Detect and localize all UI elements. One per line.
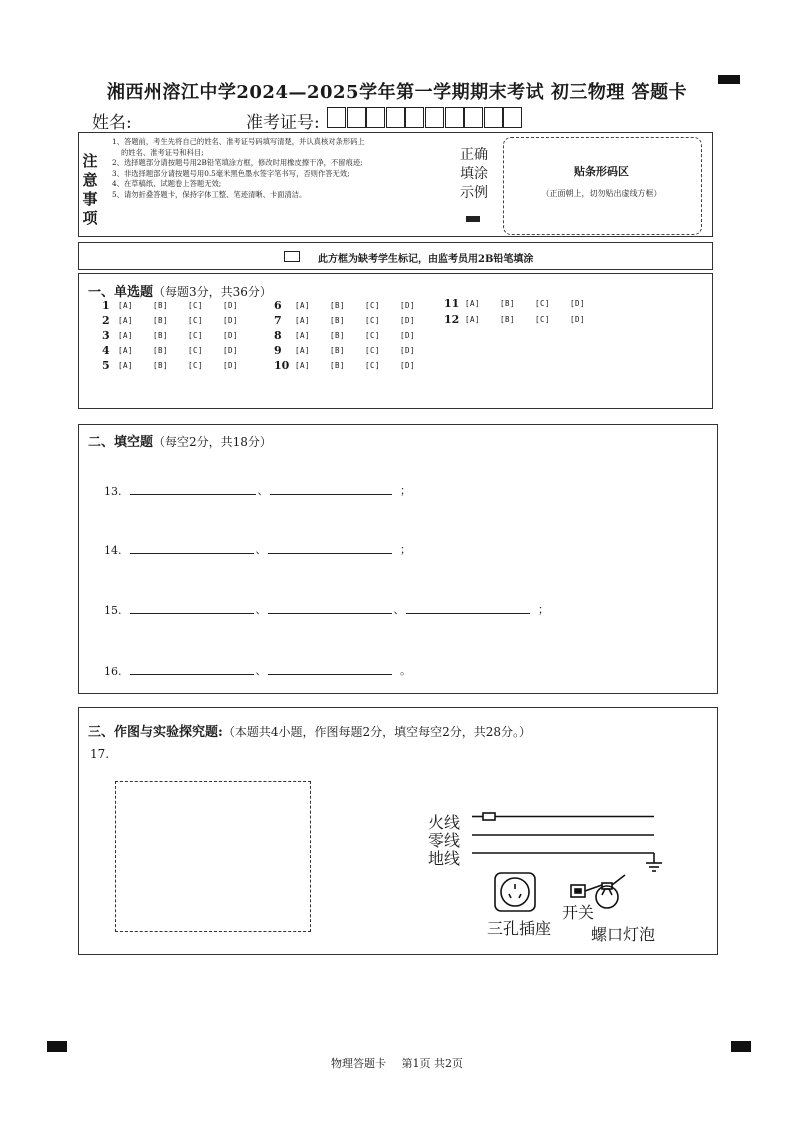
- fill-question-end: 。: [400, 664, 411, 677]
- notice-item: 5、请勿折叠答题卡，保持字体工整、笔迹清晰、卡面清洁。: [112, 189, 307, 199]
- mc-question-number: 3: [102, 328, 110, 342]
- mc-option-bubble[interactable]: [C]: [365, 330, 381, 340]
- section1-title: 一、单选题（每题3分，共36分）: [88, 285, 272, 300]
- mc-option-bubble[interactable]: [D]: [223, 345, 239, 355]
- exam-number-digit-box[interactable]: [445, 107, 464, 128]
- mc-question-number: 5: [102, 358, 110, 372]
- footer-page: 第1页 共2页: [401, 1057, 463, 1070]
- mc-option-bubble[interactable]: [C]: [365, 315, 381, 325]
- fill-question-end: ；: [400, 484, 411, 497]
- mc-question-number: 10: [274, 358, 290, 372]
- ground-symbol-icon: [646, 853, 662, 871]
- answer-blank[interactable]: [270, 493, 392, 495]
- mc-question-number: 7: [274, 313, 282, 327]
- mc-question-row: [444, 296, 605, 310]
- mc-question-number: 12: [444, 312, 460, 326]
- mc-option-bubble[interactable]: [B]: [153, 345, 169, 355]
- correct-fill-example-mark: [466, 216, 480, 222]
- mc-question-number: 8: [274, 328, 282, 342]
- mc-question-row: [444, 312, 605, 326]
- mc-option-bubble[interactable]: [D]: [400, 330, 416, 340]
- mc-question-number: 11: [444, 296, 460, 310]
- bulb-label: 螺口灯泡: [591, 925, 656, 944]
- mc-option-bubble[interactable]: [D]: [223, 360, 239, 370]
- answer-blank[interactable]: [268, 612, 392, 614]
- mc-option-bubble[interactable]: [C]: [365, 345, 381, 355]
- mc-option-bubble[interactable]: [A]: [295, 360, 311, 370]
- mc-option-bubble[interactable]: [A]: [118, 330, 134, 340]
- exam-number-label: 准考证号:: [246, 113, 320, 133]
- screw-bulb-icon: [585, 875, 625, 908]
- mc-option-bubble[interactable]: [A]: [118, 315, 134, 325]
- mc-question-row: [102, 358, 258, 372]
- answer-blank[interactable]: [268, 552, 392, 554]
- exam-number-digit-box[interactable]: [347, 107, 366, 128]
- mc-option-bubble[interactable]: [C]: [188, 345, 204, 355]
- mc-question-row: [274, 313, 435, 327]
- notice-list: [112, 137, 452, 201]
- barcode-title: 贴条形码区: [574, 165, 629, 178]
- exam-number-digit-box[interactable]: [464, 107, 483, 128]
- exam-number-digit-box[interactable]: [484, 107, 503, 128]
- notice-item: 的姓名、准考证号和科目;: [121, 147, 204, 157]
- mc-question-row: [274, 343, 435, 357]
- fill-question-end: ；: [400, 543, 411, 556]
- mc-option-bubble[interactable]: [B]: [330, 345, 346, 355]
- mc-option-bubble[interactable]: [C]: [188, 360, 204, 370]
- blank-separator: 、: [255, 603, 267, 616]
- answer-blank[interactable]: [130, 493, 256, 495]
- exam-number-digit-box[interactable]: [386, 107, 405, 128]
- mc-option-bubble[interactable]: [C]: [188, 300, 204, 310]
- socket-label: 三孔插座: [487, 919, 552, 938]
- name-line[interactable]: [138, 116, 230, 133]
- exam-number-boxes[interactable]: [327, 107, 523, 128]
- answer-blank[interactable]: [130, 552, 254, 554]
- mc-option-bubble[interactable]: [B]: [500, 298, 516, 308]
- mc-question-row: [274, 298, 435, 312]
- mc-option-bubble[interactable]: [B]: [153, 330, 169, 340]
- barcode-area: [503, 137, 702, 235]
- exam-number-digit-box[interactable]: [503, 107, 522, 128]
- mc-question-row: [274, 328, 435, 342]
- mc-option-bubble[interactable]: [B]: [500, 314, 516, 324]
- section3-title: 三、作图与实验探究题:（本题共4小题，作图每题2分，填空每空2分，共28分。）: [88, 725, 531, 740]
- drawing-answer-box[interactable]: [115, 781, 311, 932]
- notice-item: 1、答题前，考生先将自己的姓名、准考证号码填写清楚，并认真核对条形码上: [112, 137, 365, 146]
- absent-checkbox[interactable]: [284, 251, 300, 262]
- mc-question-row: [102, 328, 258, 342]
- live-wire-label: 火线: [428, 813, 461, 832]
- notice-title: 注 意 事 项: [82, 152, 98, 227]
- mc-option-bubble[interactable]: [C]: [535, 314, 551, 324]
- mc-option-bubble[interactable]: [C]: [188, 330, 204, 340]
- mc-option-bubble[interactable]: [B]: [153, 300, 169, 310]
- fill-question-number: 16.: [104, 665, 122, 678]
- absent-instruction: 此方框为缺考学生标记，由监考员用2B铅笔填涂: [318, 254, 534, 265]
- three-hole-socket-icon: [495, 873, 535, 911]
- fill-question-end: ；: [538, 603, 549, 616]
- notice-item: 3、非选择题部分请按题号用0.5毫米黑色墨水签字笔书写，否则作答无效;: [112, 168, 350, 178]
- mc-option-bubble[interactable]: [A]: [295, 315, 311, 325]
- fill-question-row: [104, 541, 411, 557]
- mc-option-bubble[interactable]: [A]: [118, 300, 134, 310]
- fill-question-number: 14.: [104, 544, 122, 557]
- mc-option-bubble[interactable]: [A]: [465, 314, 481, 324]
- household-circuit-diagram: [460, 805, 670, 925]
- mc-option-bubble[interactable]: [A]: [118, 360, 134, 370]
- notice-item: 4、在草稿纸、试题卷上答题无效;: [112, 179, 222, 189]
- blank-separator: 、: [255, 664, 267, 677]
- mc-option-bubble[interactable]: [C]: [535, 298, 551, 308]
- answer-blank[interactable]: [130, 612, 254, 614]
- mc-option-bubble[interactable]: [C]: [365, 360, 381, 370]
- ground-wire-label: 地线: [428, 849, 461, 868]
- section-fill-blank: [78, 424, 718, 694]
- mc-question-row: [102, 313, 258, 327]
- footer-subject: 物理答题卡: [331, 1057, 386, 1070]
- mc-option-bubble[interactable]: [D]: [570, 314, 586, 324]
- mc-option-bubble[interactable]: [B]: [330, 360, 346, 370]
- fill-question-row: [104, 482, 411, 498]
- mc-option-bubble[interactable]: [D]: [223, 330, 239, 340]
- mc-question-row: [102, 298, 258, 312]
- blank-separator: 、: [255, 543, 267, 556]
- answer-blank[interactable]: [406, 612, 530, 614]
- mc-option-bubble[interactable]: [B]: [330, 300, 346, 310]
- correct-fill-example-label: 正确 填涂 示例: [460, 147, 488, 201]
- name-label: 姓名:: [92, 113, 132, 133]
- mc-option-bubble[interactable]: [D]: [400, 315, 416, 325]
- mc-question-row: [102, 343, 258, 357]
- mc-option-bubble[interactable]: [D]: [400, 300, 416, 310]
- switch-label: 开关: [562, 903, 595, 922]
- neutral-wire-label: 零线: [428, 831, 461, 850]
- mc-option-bubble[interactable]: [A]: [295, 345, 311, 355]
- mc-option-bubble[interactable]: [D]: [223, 300, 239, 310]
- fill-question-row: [104, 662, 411, 678]
- page-footer: [0, 1055, 794, 1071]
- mc-question-number: 2: [102, 313, 110, 327]
- fill-question-row: [104, 601, 549, 617]
- exam-number-digit-box[interactable]: [327, 107, 346, 128]
- mc-option-bubble[interactable]: [A]: [295, 300, 311, 310]
- mc-option-bubble[interactable]: [D]: [400, 360, 416, 370]
- mc-option-bubble[interactable]: [D]: [400, 345, 416, 355]
- mc-option-bubble[interactable]: [B]: [330, 315, 346, 325]
- notice-item: 2、选择题部分请按题号用2B铅笔填涂方框，修改时用橡皮擦干净，不留痕迹;: [112, 158, 363, 168]
- exam-number-digit-box[interactable]: [425, 107, 444, 128]
- mc-option-bubble[interactable]: [B]: [330, 330, 346, 340]
- name-field[interactable]: [92, 108, 230, 133]
- mc-question-number: 4: [102, 343, 110, 357]
- mc-question-number: 6: [274, 298, 282, 312]
- blank-separator: 、: [393, 603, 405, 616]
- mc-question-row: [274, 358, 435, 372]
- mc-option-bubble[interactable]: [C]: [365, 300, 381, 310]
- mc-option-bubble[interactable]: [D]: [570, 298, 586, 308]
- mc-option-bubble[interactable]: [B]: [153, 315, 169, 325]
- mc-option-bubble[interactable]: [C]: [188, 315, 204, 325]
- mc-question-number: 1: [102, 298, 110, 312]
- exam-number-digit-box[interactable]: [366, 107, 385, 128]
- answer-blank[interactable]: [130, 673, 254, 675]
- fill-question-number: 15.: [104, 604, 122, 617]
- mc-option-bubble[interactable]: [D]: [223, 315, 239, 325]
- fuse-icon: [483, 813, 495, 820]
- alignment-mark-bottom-right: [731, 1041, 751, 1052]
- section2-title: 二、填空题（每空2分，共18分）: [88, 435, 272, 450]
- mc-question-number: 9: [274, 343, 282, 357]
- question-17-number: 17.: [90, 747, 110, 761]
- mc-option-bubble[interactable]: [A]: [118, 345, 134, 355]
- fill-question-number: 13.: [104, 485, 122, 498]
- answer-blank[interactable]: [268, 673, 392, 675]
- alignment-mark-bottom-left: [47, 1041, 67, 1052]
- barcode-note: （正面朝上，切勿贴出虚线方框）: [541, 189, 662, 198]
- exam-number-digit-box[interactable]: [405, 107, 424, 128]
- mc-option-bubble[interactable]: [A]: [295, 330, 311, 340]
- switch-icon: [571, 885, 585, 897]
- mc-option-bubble[interactable]: [A]: [465, 298, 481, 308]
- mc-option-bubble[interactable]: [B]: [153, 360, 169, 370]
- blank-separator: 、: [257, 484, 269, 497]
- page-title: 湘西州溶江中学2024—2025学年第一学期期末考试 初三物理 答题卡: [106, 82, 688, 103]
